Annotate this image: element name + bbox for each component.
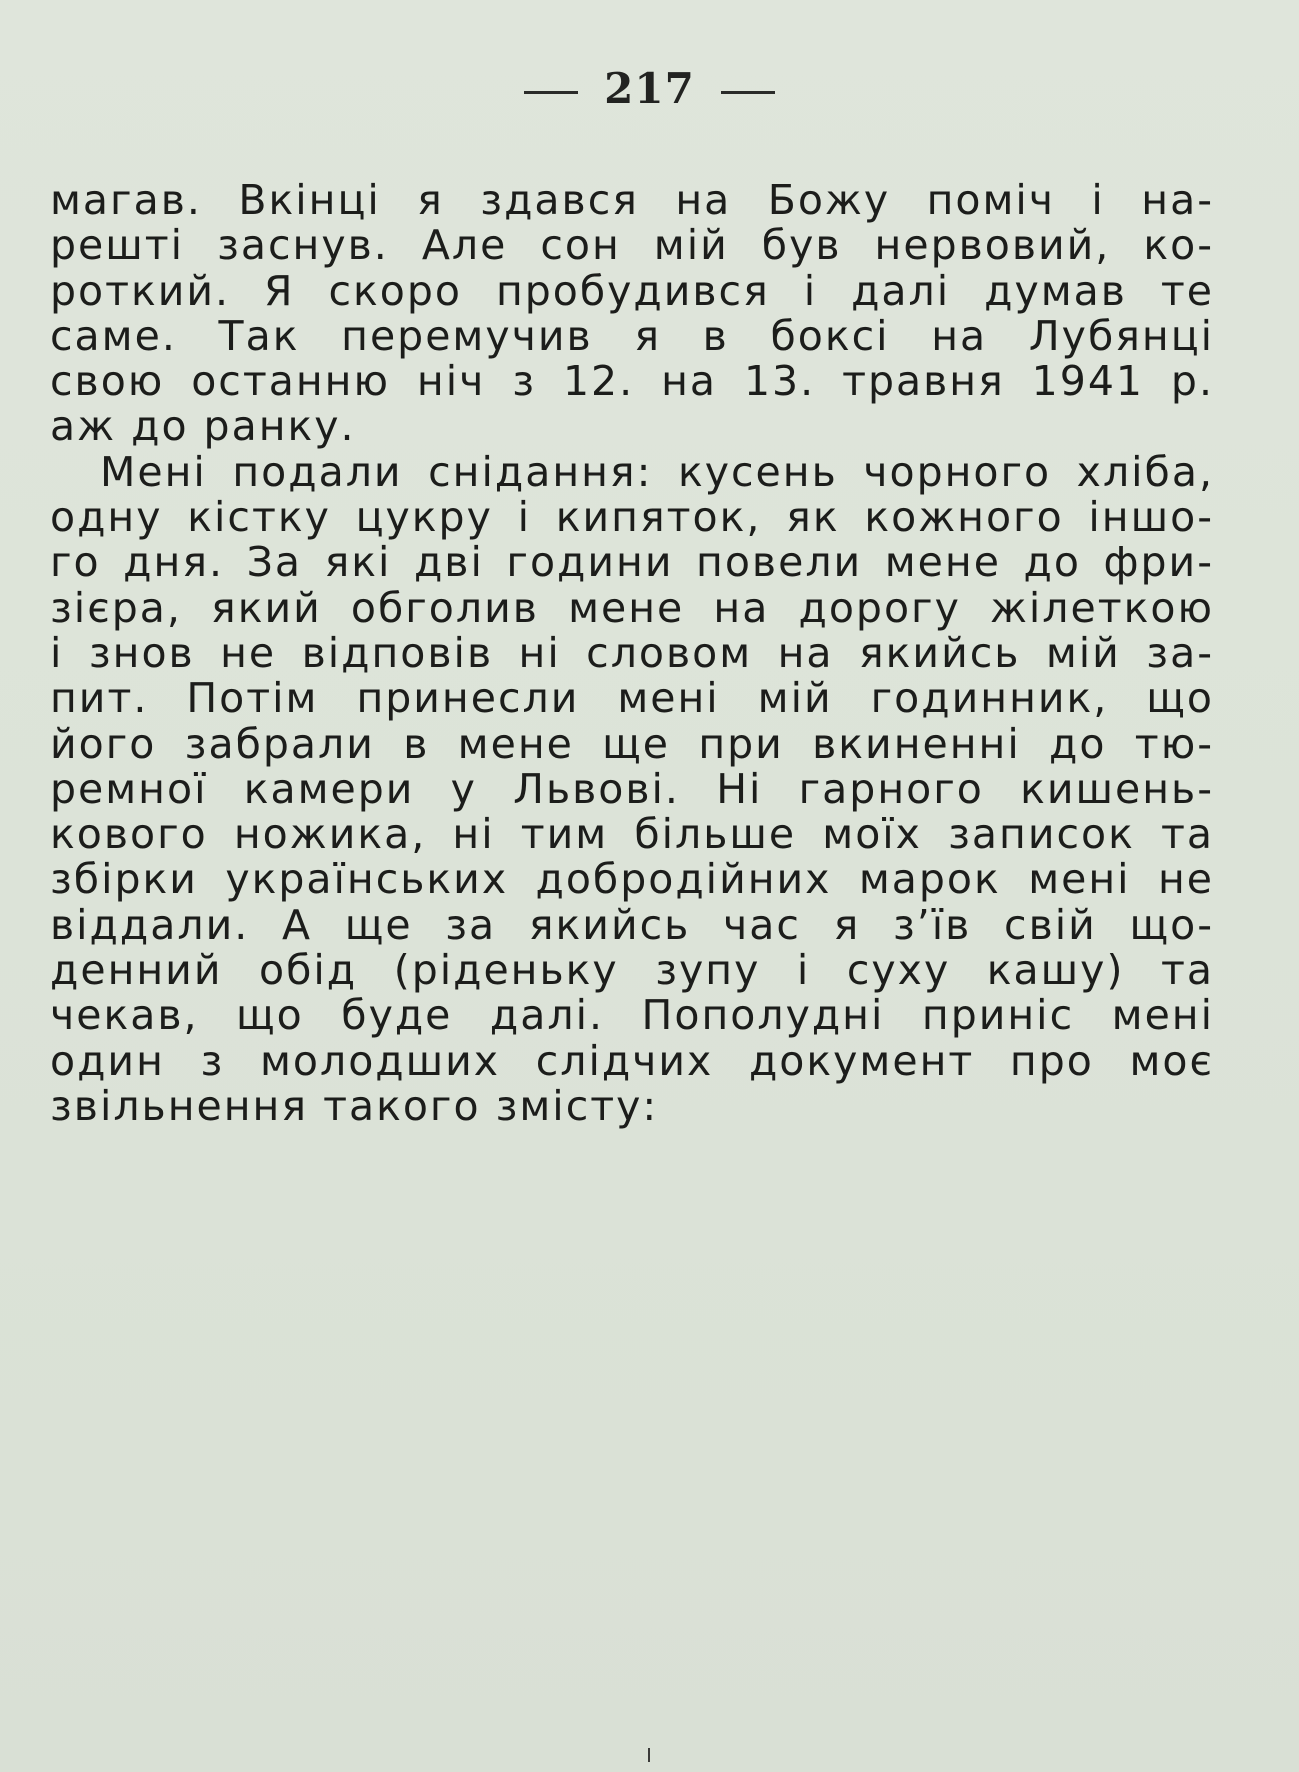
print-mark — [648, 1748, 650, 1762]
text-line: аж до ранку. — [50, 402, 356, 451]
body-text — [50, 178, 1214, 1129]
text-line: Мені подали снідання: кусень чорного хліба, — [100, 447, 1214, 496]
text-line: ремної камери у Львові. Ні гарного кишень- — [50, 764, 1214, 813]
text-line: роткий. Я скоро пробудився і далі думав те — [50, 266, 1214, 315]
text-line: пит. Потім принесли мені мій годинник, що — [50, 674, 1214, 723]
text-line: свою останню ніч з 12. на 13. травня 1941 р. — [50, 357, 1214, 406]
text-line: саме. Так перемучив я в боксі на Лубянці — [50, 311, 1214, 360]
text-line: збірки українських добродійних марок мені не — [50, 855, 1214, 904]
text-line: магав. Вкінці я здався на Божу поміч і на- — [50, 176, 1214, 224]
text-line: го дня. За які дві години повели мене до фри- — [50, 538, 1214, 587]
text-line: зієра, який обголив мене на дорогу жілеткою — [50, 583, 1214, 632]
dash-right — [721, 91, 775, 94]
text-line: кового ножика, ні тим більше моїх записок та — [50, 810, 1214, 859]
page-number: 217 — [604, 64, 695, 113]
text-line: денний обід (ріденьку зупу і суху кашу) та — [50, 946, 1214, 995]
text-line: його забрали в мене ще при вкиненні до тю- — [50, 719, 1214, 768]
text-line: одну кістку цукру і кипяток, як кожного іншо- — [50, 493, 1214, 542]
paragraph-2 — [50, 447, 1214, 1130]
dash-left — [524, 91, 578, 94]
text-line: віддали. А ще за якийсь час я з’їв свій що- — [50, 900, 1214, 949]
text-line: і знов не відповів ні словом на якийсь мій за- — [50, 628, 1214, 677]
text-line: чекав, що буде далі. Пополудні приніс мені — [50, 991, 1214, 1040]
page-number-header — [0, 64, 1299, 113]
text-line: один з молодших слідчих документ про моє — [50, 1036, 1214, 1085]
text-line: звільнення такого змісту: — [50, 1081, 659, 1130]
paragraph-1 — [50, 178, 1214, 450]
text-line: решті заснув. Але сон мій був нервовий, ко- — [50, 221, 1214, 270]
